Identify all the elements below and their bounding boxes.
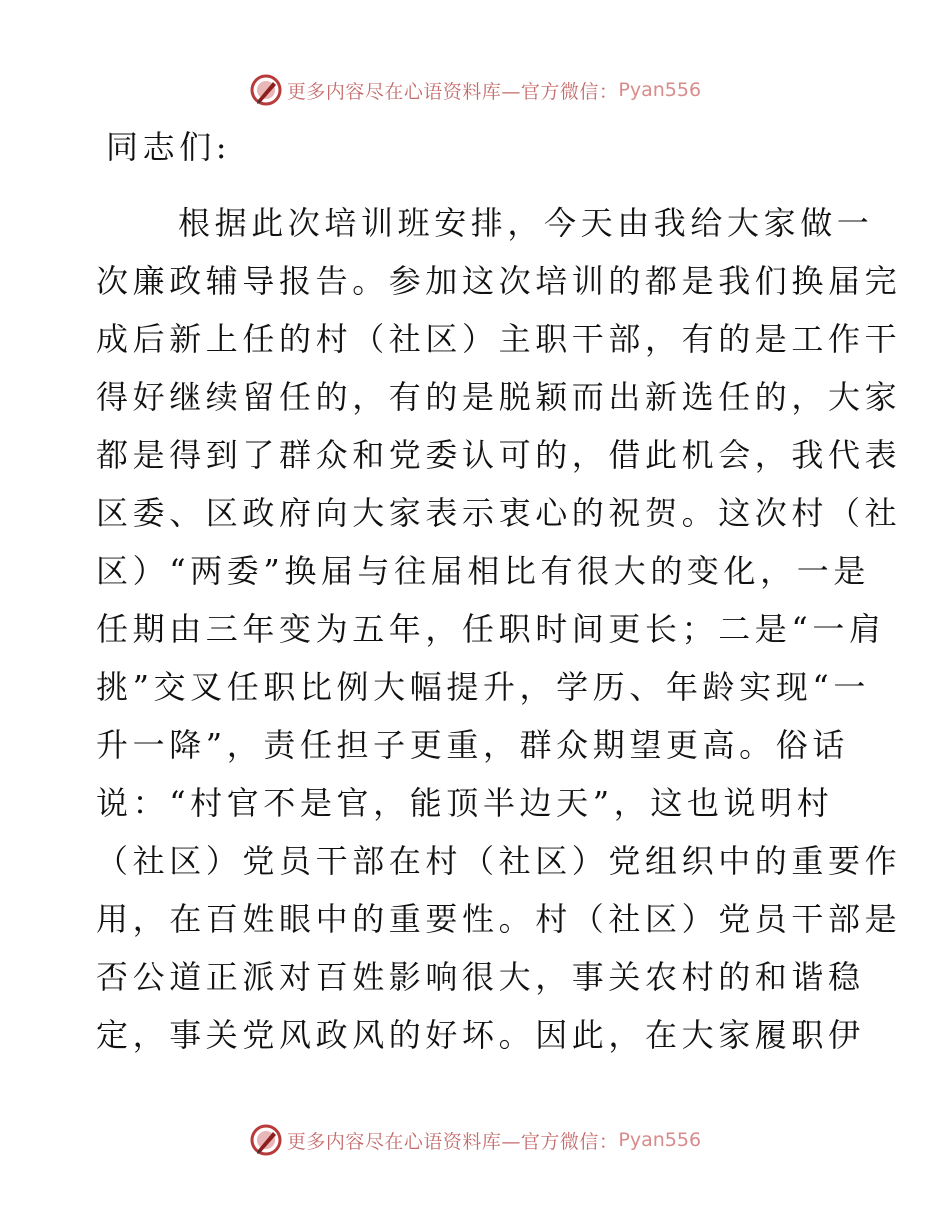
watermark-id: Pyan556: [618, 79, 702, 101]
paragraph-line: 任期由三年变为五年，任职时间更长；二是“一肩: [96, 610, 886, 648]
paragraph-line: 根据此次培训班安排，今天由我给大家做一: [178, 204, 874, 242]
paragraph-line: 挑”交叉任职比例大幅提升，学历、年龄实现“一: [96, 668, 870, 706]
paragraph-line: 用，在百姓眼中的重要性。村（社区）党员干部是: [96, 900, 902, 938]
watermark-id: Pyan556: [618, 1129, 702, 1151]
paragraph-line: 定，事关党风政风的好坏。因此，在大家履职伊: [96, 1016, 865, 1054]
watermark-text: 更多内容尽在心语资料库—官方微信：: [286, 1130, 619, 1153]
watermark-text: 更多内容尽在心语资料库—官方微信：: [286, 80, 619, 103]
paragraph-line: 成后新上任的村（社区）主职干部，有的是工作干: [96, 320, 902, 358]
pen-logo-icon: [249, 1123, 283, 1157]
paragraph-line: （社区）党员干部在村（社区）党组织中的重要作: [96, 842, 902, 880]
salutation: 同志们:: [106, 128, 232, 166]
paragraph-line: 都是得到了群众和党委认可的，借此机会，我代表: [96, 436, 902, 474]
footer-watermark: [0, 1122, 950, 1158]
paragraph-line: 次廉政辅导报告。参加这次培训的都是我们换届完: [96, 262, 902, 300]
header-watermark: [0, 72, 950, 108]
paragraph-line: 区）“两委”换届与往届相比有很大的变化，一是: [96, 552, 870, 590]
paragraph-line: 否公道正派对百姓影响很大，事关农村的和谐稳: [96, 958, 865, 996]
paragraph-line: 升一降”，责任担子更重，群众期望更高。俗话: [96, 726, 849, 764]
paragraph-line: 区委、区政府向大家表示衷心的祝贺。这次村（社: [96, 494, 902, 532]
pen-logo-icon: [249, 73, 283, 107]
paragraph-line: 说：“村官不是官，能顶半边天”，这也说明村: [96, 784, 834, 822]
paragraph-line: 得好继续留任的，有的是脱颖而出新选任的，大家: [96, 378, 902, 416]
